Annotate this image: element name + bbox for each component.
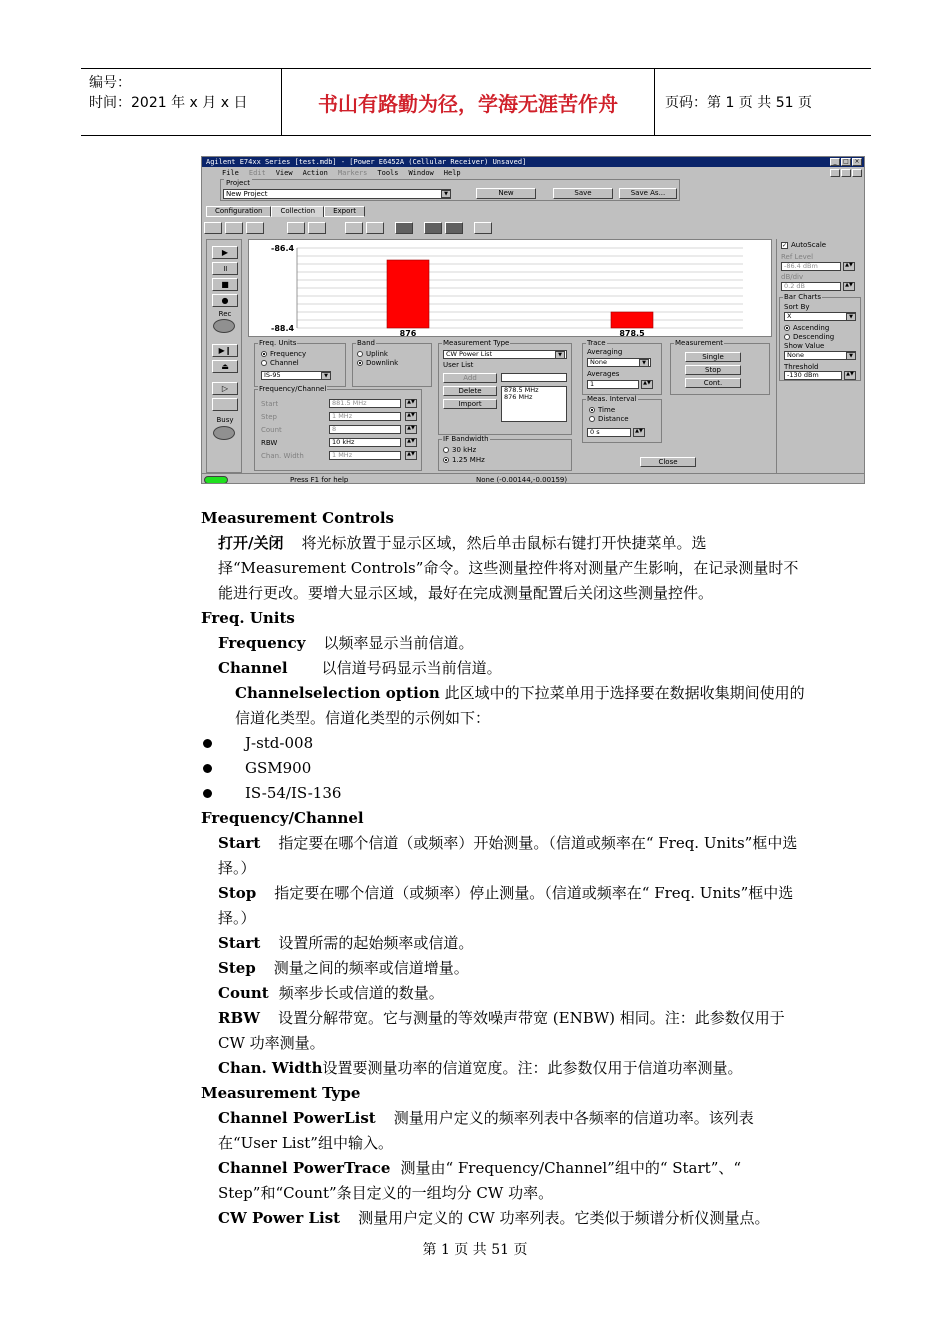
bullet-item: GSM900 — [201, 756, 807, 781]
freq-channel-title: Frequency/Channel — [259, 385, 327, 393]
y-min-label: -88.4 — [271, 324, 295, 333]
if-bw-30khz-radio[interactable]: 30 kHz — [443, 446, 476, 454]
count-field[interactable]: 8 — [329, 425, 401, 434]
freq-units-group — [254, 339, 346, 387]
measurement-type-group — [438, 339, 572, 435]
child-restore-icon[interactable] — [841, 169, 851, 177]
computer-icon[interactable] — [308, 222, 326, 234]
menu-bar — [202, 168, 865, 178]
tab-bar — [206, 206, 365, 217]
heading-measurement-controls: Measurement Controls — [201, 509, 394, 527]
bar-876 — [387, 260, 429, 328]
spin-icon[interactable]: ▲▼ — [405, 438, 417, 447]
step-field[interactable]: 1 MHz — [329, 412, 401, 421]
bullet-icon — [203, 789, 212, 798]
spin-icon[interactable]: ▲▼ — [844, 371, 856, 380]
menu-help[interactable]: Help — [443, 169, 461, 177]
band-group — [352, 339, 432, 387]
interval-field[interactable]: 0 s — [587, 428, 631, 437]
frequency-radio[interactable]: Frequency — [261, 350, 306, 358]
status-bar — [202, 473, 865, 484]
spin-icon[interactable]: ▲▼ — [633, 428, 645, 437]
freq-units-title: Freq. Units — [259, 339, 297, 347]
averages-field[interactable]: 1 — [587, 380, 639, 389]
add-button[interactable]: Add — [443, 373, 497, 383]
menu-view[interactable]: View — [275, 169, 293, 177]
sort-by-label: Sort By — [784, 303, 810, 311]
averages-label: Averages — [587, 370, 620, 378]
chan-width-label: Chan. Width — [261, 452, 304, 460]
standard-select[interactable]: IS-95 — [261, 371, 331, 380]
play-icon[interactable]: ▶ — [212, 246, 238, 259]
time-label: 时间：2021 年 x 月 x 日 — [89, 95, 248, 111]
single-button[interactable]: Single — [685, 352, 741, 362]
child-close-icon[interactable] — [852, 169, 862, 177]
bar-chart-svg — [249, 240, 773, 338]
chevron-down-icon[interactable]: ▼ — [441, 190, 451, 198]
spin-icon[interactable]: ▲▼ — [405, 412, 417, 421]
paragraph-chan-width: Chan. Width设置要测量功率的信道宽度。注：此参数仅用于信道功率测量。 — [218, 1059, 743, 1077]
rec-indicator — [213, 319, 235, 333]
db-div-label: dB/div — [781, 273, 804, 281]
uplink-radio[interactable]: Uplink — [357, 350, 388, 358]
chevron-down-icon[interactable]: ▼ — [846, 352, 856, 360]
channel-radio[interactable]: Channel — [261, 359, 299, 367]
descending-radio[interactable]: Descending — [784, 333, 834, 341]
if-bw-title: IF Bandwidth — [443, 435, 489, 443]
count-label: Count — [261, 426, 282, 434]
child-minimize-icon[interactable] — [830, 169, 840, 177]
averaging-select[interactable]: None — [587, 358, 651, 367]
if-bw-125mhz-radio[interactable]: 1.25 MHz — [443, 456, 485, 464]
display-settings-panel — [776, 239, 864, 473]
distance-radio[interactable]: Distance — [589, 415, 629, 423]
bar-charts-title: Bar Charts — [784, 293, 822, 301]
spin-icon[interactable]: ▲▼ — [843, 282, 855, 291]
list-item[interactable]: 876 MHz — [504, 393, 533, 401]
tab-configuration[interactable]: Configuration — [206, 206, 271, 217]
project-label: Project — [226, 179, 250, 187]
meas-type-select[interactable]: CW Power List — [443, 350, 567, 359]
maximize-icon[interactable]: □ — [841, 158, 851, 166]
save-as-button[interactable]: Save As... — [619, 188, 677, 199]
bullet-icon — [203, 764, 212, 773]
spin-icon[interactable]: ▲▼ — [641, 380, 653, 389]
record-dot-icon[interactable]: ● — [212, 294, 238, 307]
user-list-box[interactable] — [501, 386, 567, 422]
meas-interval-title: Meas. Interval — [587, 395, 637, 403]
menu-edit[interactable]: Edit — [248, 169, 266, 177]
chevron-down-icon[interactable]: ▼ — [846, 313, 856, 321]
paragraph-channel: Channel 以信道号码显示当前信道。 — [218, 659, 502, 677]
rbw-field[interactable]: 10 kHz — [329, 438, 401, 447]
band-title: Band — [357, 339, 375, 347]
meas-interval-group — [582, 395, 662, 443]
status-help: Press F1 for help — [290, 475, 349, 484]
trace-title: Trace — [587, 339, 606, 347]
copy-icon[interactable] — [474, 222, 492, 234]
heading-frequency-channel: Frequency/Channel — [201, 809, 364, 827]
spin-icon[interactable]: ▲▼ — [843, 262, 855, 271]
app-screenshot — [201, 156, 865, 484]
rec-label: Rec — [218, 310, 232, 318]
spin-icon[interactable]: ▲▼ — [405, 451, 417, 460]
close-icon[interactable]: × — [852, 158, 862, 166]
new-button[interactable]: New — [476, 188, 536, 199]
threshold-field[interactable]: -130 dBm — [784, 371, 842, 380]
paragraph-rbw: RBW 设置分解带宽。它与测量的等效噪声带宽 (ENBW) 相同。注：此参数仅用于 CW 功率测量。 — [218, 1009, 785, 1052]
toolbar-icon-dark-2[interactable] — [424, 222, 442, 234]
number-label: 编号： — [89, 75, 131, 91]
header-page-code: 页码：第 1 页 共 51 页 — [665, 95, 812, 111]
ref-level-label: Ref Level — [781, 253, 814, 261]
ref-level-field[interactable]: -86.4 dBm — [781, 262, 841, 271]
start-label: Start — [261, 400, 279, 408]
header-motto: 书山有路勤为径，学海无涯苦作舟 — [282, 69, 655, 135]
menu-file[interactable]: File — [222, 169, 239, 177]
eject-icon[interactable]: ⏏ — [212, 360, 238, 373]
threshold-label: Threshold — [784, 363, 819, 371]
measurement-title: Measurement — [675, 339, 724, 347]
paragraph-count: Count 频率步长或信道的数量。 — [218, 984, 444, 1002]
menu-action[interactable]: Action — [302, 169, 328, 177]
stop-icon[interactable]: ■ — [212, 278, 238, 291]
toolbar — [204, 221, 774, 235]
cont-button[interactable]: Cont. — [685, 378, 741, 388]
chevron-down-icon[interactable]: ▼ — [555, 351, 565, 359]
chan-width-field[interactable]: 1 MHz — [329, 451, 401, 460]
bullet-icon — [203, 739, 212, 748]
pause-icon[interactable]: ॥ — [212, 262, 238, 275]
bar-876-label: 876 — [399, 329, 417, 338]
record-icon[interactable] — [366, 222, 384, 234]
if-bandwidth-group — [438, 435, 572, 471]
downlink-radio[interactable]: Downlink — [357, 359, 398, 367]
page-header — [81, 68, 871, 136]
time-radio[interactable]: Time — [589, 406, 615, 414]
paragraph-frequency: Frequency 以频率显示当前信道。 — [218, 634, 474, 652]
menu-tools[interactable]: Tools — [377, 169, 399, 177]
star-icon[interactable] — [345, 222, 363, 234]
user-list-input[interactable] — [501, 373, 567, 382]
prev-icon[interactable]: ▷ — [212, 382, 238, 395]
minimize-icon[interactable]: _ — [830, 158, 840, 166]
paragraph-start2: Start 设置所需的起始频率或信道。 — [218, 934, 474, 952]
step-forward-icon[interactable]: ▶❙ — [212, 344, 238, 357]
measurement-group — [670, 339, 770, 395]
sort-by-select[interactable]: X — [784, 312, 856, 321]
spin-icon[interactable]: ▲▼ — [405, 399, 417, 408]
user-list-label: User List — [443, 361, 474, 369]
stop-button[interactable]: Stop — [685, 365, 741, 375]
step-label: Step — [261, 413, 277, 421]
toolbar-icon-dark-3[interactable] — [445, 222, 463, 234]
project-select[interactable]: New Project — [223, 189, 451, 199]
busy-indicator — [213, 426, 235, 440]
import-button[interactable]: Import — [443, 399, 497, 409]
paragraph-start: Start 指定要在哪个信道（或频率）开始测量。（信道或频率在“ Freq. Units”框中选择。） — [218, 834, 798, 877]
bar-878-5-label: 878.5 — [619, 329, 645, 338]
status-led — [204, 476, 228, 484]
heading-freq-units: Freq. Units — [201, 609, 295, 627]
header-meta — [81, 69, 282, 135]
ascending-radio[interactable]: Ascending — [784, 324, 829, 332]
menu-window[interactable]: Window — [408, 169, 434, 177]
db-div-field[interactable]: 0.2 dB — [781, 282, 841, 291]
window-controls — [830, 158, 862, 166]
list-item[interactable]: 878.5 MHz — [504, 386, 539, 394]
autoscale-checkbox[interactable]: ✓ AutoScale — [782, 241, 827, 249]
project-group — [220, 179, 680, 201]
delete-button[interactable]: Delete — [443, 386, 497, 396]
paragraph-step: Step 测量之间的频率或信道增量。 — [218, 959, 469, 977]
start-field[interactable]: 881.5 MHz — [329, 399, 401, 408]
paragraph-channel-selection: Channelselection option 此区域中的下拉菜单用于选择要在数据收集期间使用的信道化类型。信道化类型的示例如下： — [235, 684, 805, 727]
blank-button[interactable] — [212, 398, 238, 411]
paragraph-open-close: 打开/关闭 将光标放置于显示区域，然后单击鼠标右键打开快捷菜单。选择“Measurement Controls”命令。这些测量控件将对测量产生影响，在记录测量时不能进行更改。要增大显示区域，最好在完成测量配置后关闭这些测量控件。 — [218, 534, 799, 602]
bar-chart — [248, 239, 772, 337]
paragraph-channel-powertrace: Channel PowerTrace 测量由“ Frequency/Channel”组中的“ Start”、“ Step”和“Count”条目定义的一组均分 CW 功率。 — [218, 1159, 742, 1202]
y-max-label: -86.4 — [271, 244, 295, 253]
toolbar-icon-2[interactable] — [225, 222, 243, 234]
status-coords: None (-0.00144,-0.00159) — [476, 475, 568, 484]
bullet-item: J-std-008 — [201, 731, 807, 756]
rbw-label: RBW — [261, 439, 278, 447]
averaging-label: Averaging — [587, 348, 623, 356]
heading-measurement-type: Measurement Type — [201, 1084, 361, 1102]
frequency-channel-group — [254, 385, 422, 471]
paragraph-channel-powerlist: Channel PowerList 测量用户定义的频率列表中各频率的信道功率。该列表在“User List”组中输入。 — [218, 1109, 754, 1152]
chevron-down-icon[interactable]: ▼ — [321, 372, 331, 380]
tab-export[interactable]: Export — [324, 206, 365, 217]
paragraph-stop: Stop 指定要在哪个信道（或频率）停止测量。（信道或频率在“ Freq. Units”框中选择。） — [218, 884, 794, 927]
close-button[interactable]: Close — [640, 457, 696, 467]
show-value-label: Show Value — [784, 342, 825, 350]
spin-icon[interactable]: ▲▼ — [405, 425, 417, 434]
menu-markers[interactable]: Markers — [337, 169, 368, 177]
bar-charts-group — [779, 293, 861, 381]
window-title: Agilent E74xx Series [test.mdb] - [Power E6452A (Cellular Receiver) Unsaved] — [202, 157, 865, 167]
show-value-select[interactable]: None — [784, 351, 856, 360]
bullet-item: IS-54/IS-136 — [201, 781, 807, 806]
save-button[interactable]: Save — [553, 188, 613, 199]
chevron-down-icon[interactable]: ▼ — [639, 359, 649, 367]
trace-group — [582, 339, 662, 395]
globe-icon[interactable] — [287, 222, 305, 234]
toolbar-icon-dark-1[interactable] — [395, 222, 413, 234]
document-body — [201, 506, 807, 1231]
meas-type-title: Measurement Type — [443, 339, 510, 347]
tab-collection[interactable]: Collection — [271, 206, 324, 217]
playback-panel — [206, 239, 242, 473]
toolbar-icon-1[interactable] — [204, 222, 222, 234]
bar-878-5 — [611, 312, 653, 328]
toolbar-icon-3[interactable] — [246, 222, 264, 234]
paragraph-cw-power-list: CW Power List 测量用户定义的 CW 功率列表。它类似于频谱分析仪测量点。 — [218, 1209, 770, 1227]
busy-label: Busy — [216, 416, 234, 424]
child-window-controls — [830, 169, 862, 177]
page-footer: 第 1 页 共 51 页 — [422, 1242, 528, 1258]
